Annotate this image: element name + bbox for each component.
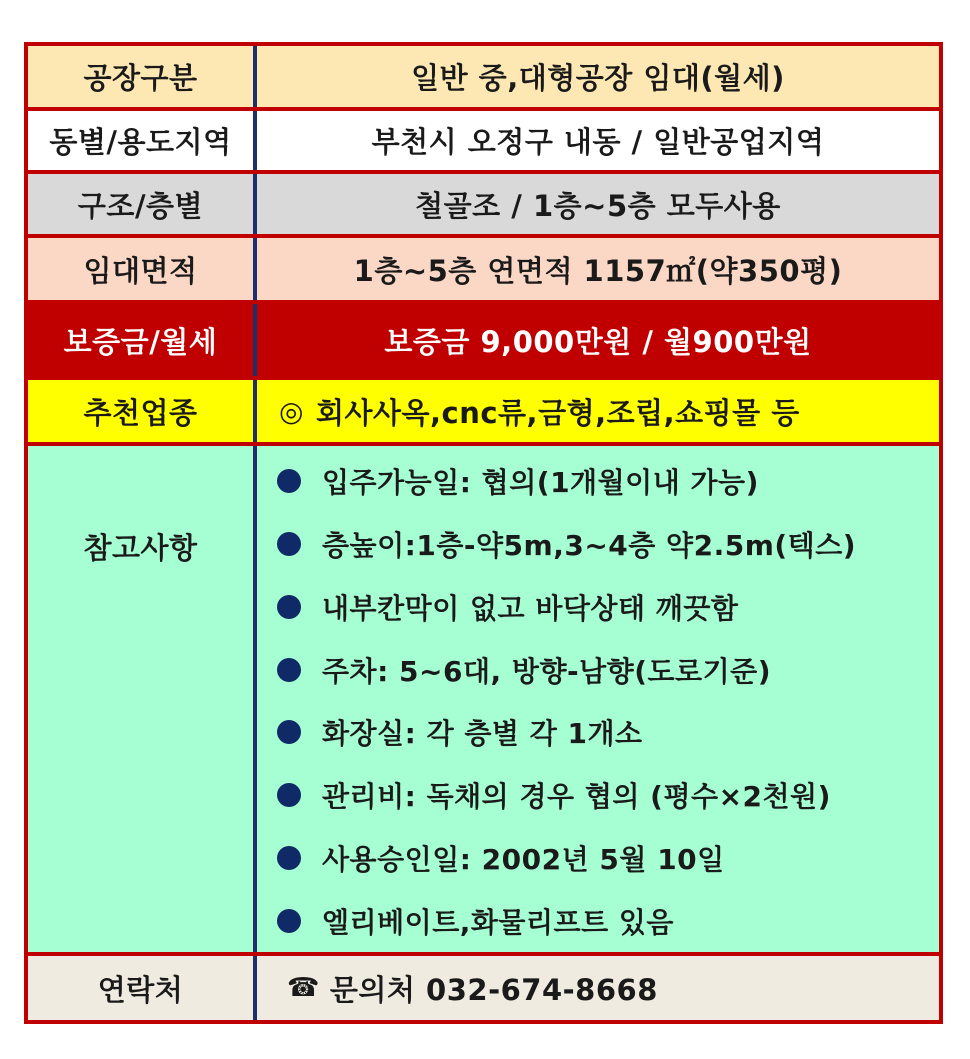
bullet-icon <box>277 532 301 556</box>
factory-type-value: 일반 중,대형공장 임대(월세) <box>257 46 939 107</box>
location-value: 부천시 오정구 내동 / 일반공업지역 <box>257 111 939 170</box>
row-notes <box>28 446 939 952</box>
area-value: 1층~5층 연면적 1157㎡(약350평) <box>257 238 939 300</box>
row-business <box>28 380 939 442</box>
note-text: 사용승인일: 2002년 5월 10일 <box>322 842 725 876</box>
business-label: 추천업종 <box>28 380 257 442</box>
note-text: 화장실: 각 층별 각 1개소 <box>322 717 643 751</box>
row-area <box>28 238 939 300</box>
phone-icon: ☎ <box>287 973 320 1003</box>
note-text: 엘리베이트,화물리프트 있음 <box>322 905 674 939</box>
bullet-icon <box>277 658 301 682</box>
note-item <box>277 701 643 764</box>
rent-value: 보증금 9,000만원 / 월900만원 <box>257 304 939 376</box>
business-value-cell <box>257 380 939 442</box>
note-text: 주차: 5~6대, 방향-남향(도로기준) <box>322 654 771 688</box>
note-item <box>277 827 725 890</box>
note-item <box>277 513 856 576</box>
contact-label: 연락처 <box>28 956 257 1020</box>
structure-value: 철골조 / 1층~5층 모두사용 <box>257 174 939 234</box>
note-text: 내부칸막이 없고 바닥상태 깨끗함 <box>322 591 739 625</box>
row-rent <box>28 304 939 376</box>
rent-label: 보증금/월세 <box>28 304 257 376</box>
note-text: 관리비: 독채의 경우 협의 (평수×2천원) <box>322 780 831 814</box>
bullet-icon <box>277 846 301 870</box>
note-text: 층높이:1층-약5m,3~4층 약2.5m(텍스) <box>322 529 857 563</box>
contact-value[interactable]: 문의처 032-674-8668 <box>329 972 658 1007</box>
factory-type-label: 공장구분 <box>28 46 257 107</box>
bullet-icon <box>277 909 301 933</box>
bullet-icon <box>277 595 301 619</box>
note-item <box>277 764 831 827</box>
notes-list <box>257 446 939 952</box>
note-item <box>277 638 771 701</box>
row-structure <box>28 174 939 234</box>
notes-label: 참고사항 <box>28 446 257 952</box>
property-listing-table <box>24 42 943 1024</box>
business-value: 회사사옥,cnc류,금형,조립,쇼핑몰 등 <box>315 395 800 430</box>
row-factory-type <box>28 46 939 107</box>
structure-label: 구조/층별 <box>28 174 257 234</box>
bullet-icon <box>277 783 301 807</box>
bullet-icon <box>277 720 301 744</box>
note-text: 입주가능일: 협의(1개월이내 가능) <box>322 466 759 500</box>
note-item <box>277 450 759 513</box>
area-label: 임대면적 <box>28 238 257 300</box>
row-contact <box>28 956 939 1020</box>
contact-value-cell <box>257 956 939 1020</box>
note-item <box>277 576 738 639</box>
location-label: 동별/용도지역 <box>28 111 257 170</box>
bullet-icon <box>277 469 301 493</box>
row-location <box>28 111 939 170</box>
double-circle-icon: ◎ <box>279 394 304 428</box>
note-item <box>277 889 674 952</box>
